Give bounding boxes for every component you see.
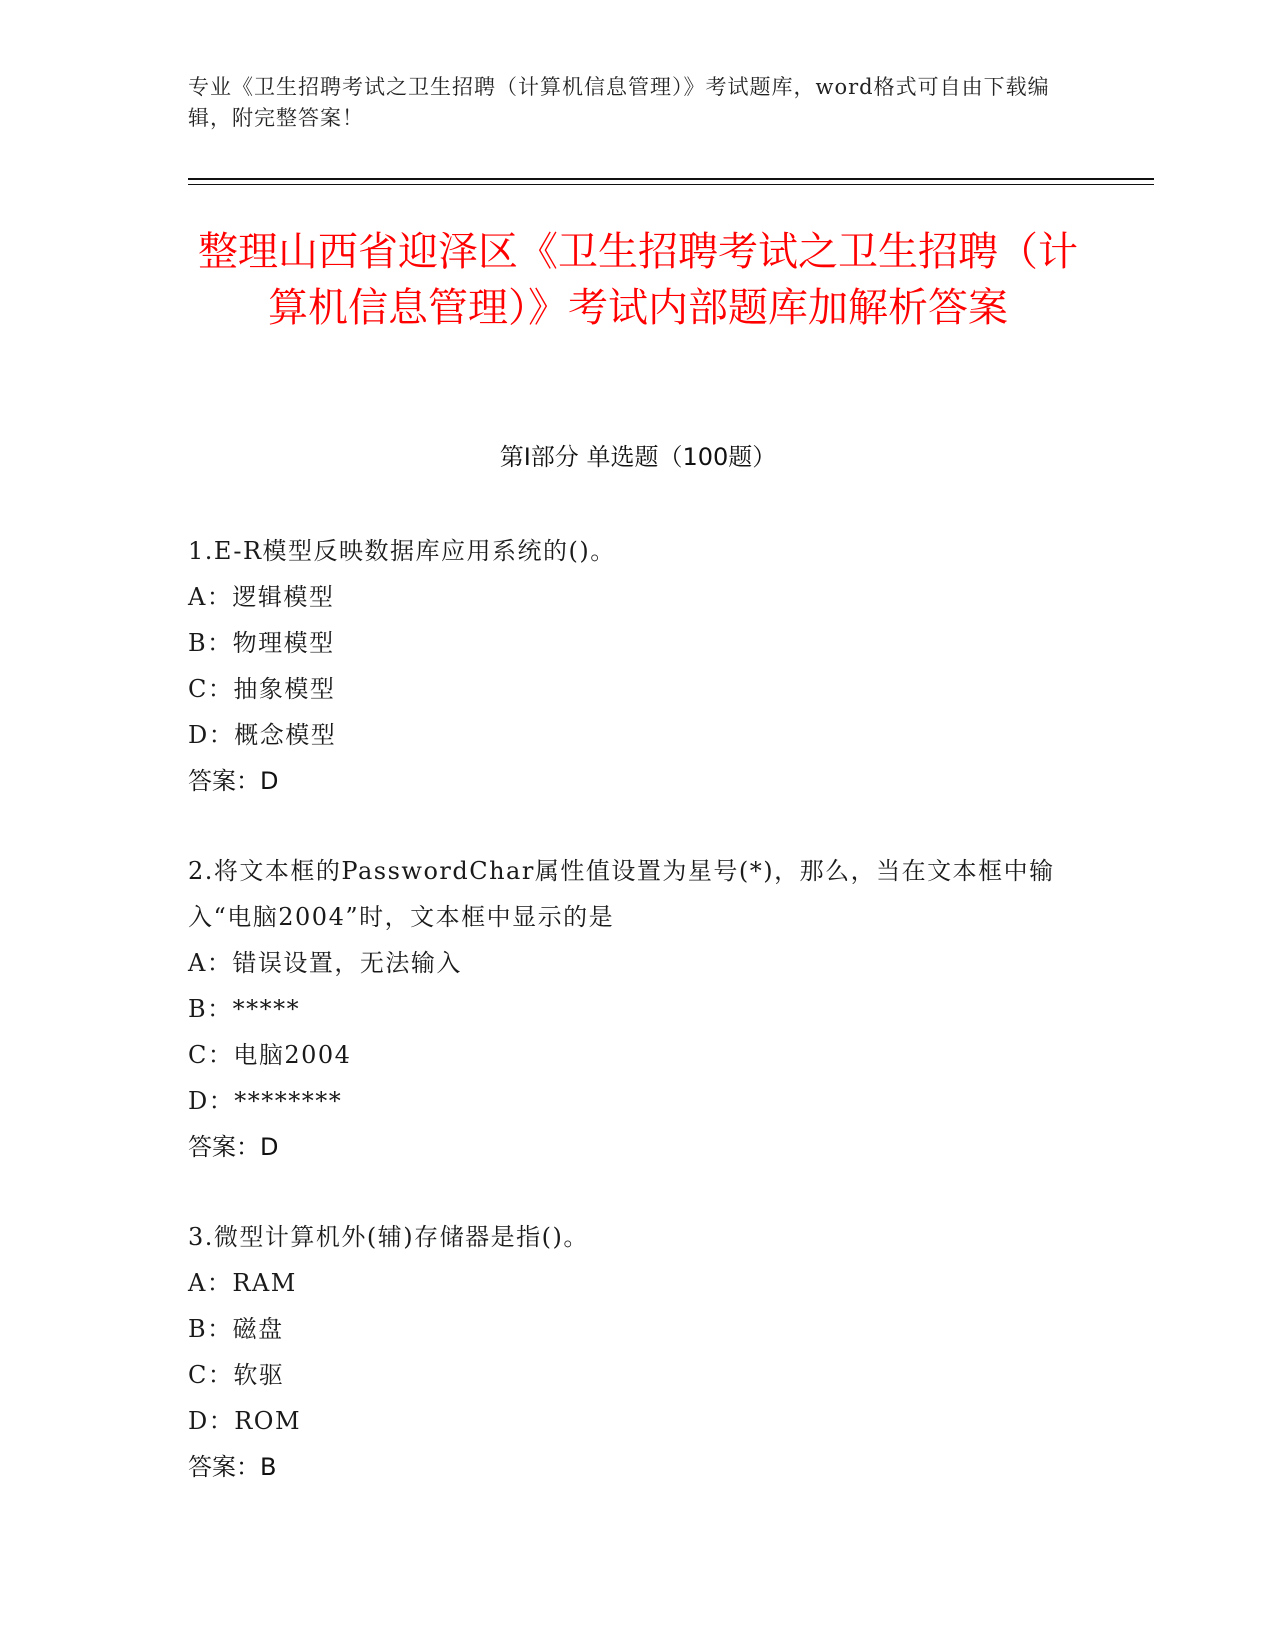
section-title: 第Ⅰ部分 单选题（100题） bbox=[499, 443, 777, 471]
question-text: 3.微型计算机外(辅)存储器是指()。 bbox=[188, 1223, 589, 1251]
answer: 答案：D bbox=[188, 1133, 279, 1161]
question-2 bbox=[188, 848, 1068, 1170]
answer: 答案：B bbox=[188, 1453, 277, 1481]
option-d: D：******** bbox=[188, 1087, 343, 1115]
header-note: 专业《卫生招聘考试之卫生招聘（计算机信息管理）》考试题库，word格式可自由下载编辑，附完整答案！ bbox=[188, 75, 1050, 130]
option-b: B：物理模型 bbox=[188, 629, 335, 657]
option-a: A：错误设置，无法输入 bbox=[188, 949, 462, 977]
question-3 bbox=[188, 1214, 1068, 1490]
header-divider-thin bbox=[188, 184, 1154, 185]
option-c: C：抽象模型 bbox=[188, 675, 336, 703]
option-d: D：ROM bbox=[188, 1407, 302, 1435]
question-list bbox=[188, 528, 1068, 1534]
option-a: A：逻辑模型 bbox=[188, 583, 335, 611]
question-text: 2.将文本框的PasswordChar属性值设置为星号(*)，那么，当在文本框中输入“电脑2004”时，文本框中显示的是 bbox=[188, 857, 1055, 931]
option-c: C：电脑2004 bbox=[188, 1041, 352, 1069]
question-text: 1.E-R模型反映数据库应用系统的()。 bbox=[188, 537, 616, 565]
document-title: 整理山西省迎泽区《卫生招聘考试之卫生招聘（计算机信息管理）》考试内部题库加解析答案 bbox=[198, 229, 1078, 331]
question-1 bbox=[188, 528, 1068, 804]
option-b: B：磁盘 bbox=[188, 1315, 284, 1343]
header-divider-thick bbox=[188, 178, 1154, 180]
answer: 答案：D bbox=[188, 767, 279, 795]
option-a: A：RAM bbox=[188, 1269, 297, 1297]
option-b: B：***** bbox=[188, 995, 301, 1023]
option-d: D：概念模型 bbox=[188, 721, 337, 749]
option-c: C：软驱 bbox=[188, 1361, 285, 1389]
